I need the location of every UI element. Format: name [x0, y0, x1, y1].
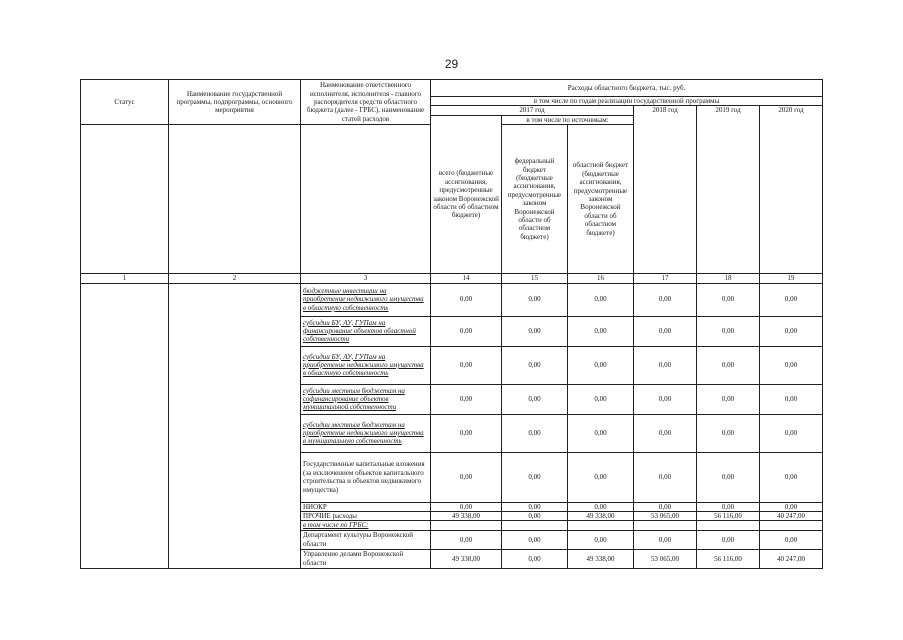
- value-cell: 0,00: [502, 346, 568, 384]
- row-label: субсидии БУ, АУ, ГУПам на финансирование объектов областной собственности: [301, 316, 431, 346]
- value-cell: 0,00: [568, 384, 634, 414]
- header-row-1: [81, 80, 823, 97]
- header-year-2018: 2018 год: [634, 106, 697, 274]
- value-cell: 0,00: [568, 414, 634, 452]
- value-cell: 56 116,00: [697, 549, 760, 568]
- value-cell: 56 116,00: [697, 512, 760, 521]
- column-number: 14: [431, 274, 502, 283]
- column-number: 15: [502, 274, 568, 283]
- value-cell: 0,00: [760, 452, 823, 502]
- header-regional: областной бюджет (бюджетные ассигнования, предусмотренные законом Воронежской области об областном бюджете): [568, 125, 634, 274]
- header-federal: федеральный бюджет (бюджетные ассигнования, предусмотренные законом Воронежской области об областном бюджете): [502, 125, 568, 274]
- value-cell: 0,00: [431, 346, 502, 384]
- value-cell: 0,00: [431, 316, 502, 346]
- value-cell: 0,00: [697, 346, 760, 384]
- column-number: 16: [568, 274, 634, 283]
- status-cell: [81, 283, 169, 568]
- value-cell: 0,00: [634, 530, 697, 549]
- value-cell: 49 338,00: [431, 549, 502, 568]
- value-cell: 0,00: [431, 452, 502, 502]
- column-number: 18: [697, 274, 760, 283]
- column-numbers-row: [81, 274, 823, 283]
- value-cell: 0,00: [760, 502, 823, 511]
- column-number: 3: [301, 274, 431, 283]
- value-cell: 0,00: [697, 384, 760, 414]
- value-cell: 0,00: [502, 549, 568, 568]
- value-cell: [697, 521, 760, 530]
- header-year-2017: 2017 год: [431, 106, 634, 115]
- value-cell: 0,00: [760, 414, 823, 452]
- value-cell: 0,00: [502, 384, 568, 414]
- value-cell: 0,00: [502, 512, 568, 521]
- value-cell: 0,00: [634, 452, 697, 502]
- value-cell: 0,00: [697, 502, 760, 511]
- value-cell: 0,00: [760, 346, 823, 384]
- value-cell: 0,00: [634, 502, 697, 511]
- value-cell: 0,00: [568, 530, 634, 549]
- header-executor-continued: [301, 125, 431, 274]
- value-cell: 0,00: [634, 384, 697, 414]
- column-number: 17: [634, 274, 697, 283]
- value-cell: 0,00: [502, 316, 568, 346]
- header-total: всего (бюджетные ассигнования, предусмотренные законом Воронежской области об областном бюджете): [431, 115, 502, 273]
- value-cell: 0,00: [634, 316, 697, 346]
- row-label: ПРОЧИЕ расходы: [301, 512, 431, 521]
- header-year-2020: 2020 год: [760, 106, 823, 274]
- value-cell: 0,00: [634, 346, 697, 384]
- value-cell: 0,00: [502, 283, 568, 316]
- row-label: субсидии местным бюджетам на софинансирование объектов муниципальной собственности: [301, 384, 431, 414]
- value-cell: 0,00: [697, 414, 760, 452]
- value-cell: 0,00: [431, 502, 502, 511]
- value-cell: 40 247,00: [760, 512, 823, 521]
- budget-table: [80, 79, 823, 569]
- header-executor: Наименование ответственного исполнителя, исполнителя - главного распорядителя средств областного бюджета (далее - ГРБС), наименование статей расходов: [301, 80, 431, 125]
- value-cell: 0,00: [568, 316, 634, 346]
- header-program-name: Наименование государственной программы, подпрограммы, основного мероприятия: [169, 80, 301, 125]
- value-cell: 0,00: [502, 414, 568, 452]
- value-cell: 0,00: [431, 530, 502, 549]
- value-cell: 0,00: [568, 452, 634, 502]
- header-expenses: Расходы областного бюджета, тыс. руб.: [431, 80, 823, 97]
- row-label: Государственные капитальные вложения (за исключением объектов капитального строительства и объектов недвижимого имущества): [301, 452, 431, 502]
- value-cell: 0,00: [760, 530, 823, 549]
- value-cell: 0,00: [697, 316, 760, 346]
- value-cell: 0,00: [760, 316, 823, 346]
- table-row: [81, 283, 823, 316]
- value-cell: 49 338,00: [568, 512, 634, 521]
- value-cell: 0,00: [634, 414, 697, 452]
- row-label: Департамент культуры Воронежской области: [301, 530, 431, 549]
- value-cell: 0,00: [431, 414, 502, 452]
- header-by-sources: в том числе по источникам:: [502, 115, 634, 124]
- row-label: субсидии БУ, АУ, ГУПам на приобретение недвижимого имущества в областную собственность: [301, 346, 431, 384]
- column-number: 2: [169, 274, 301, 283]
- value-cell: 0,00: [697, 530, 760, 549]
- value-cell: 40 247,00: [760, 549, 823, 568]
- value-cell: 0,00: [431, 283, 502, 316]
- value-cell: 0,00: [568, 346, 634, 384]
- value-cell: 0,00: [431, 384, 502, 414]
- value-cell: 49 338,00: [431, 512, 502, 521]
- value-cell: 0,00: [568, 502, 634, 511]
- value-cell: 0,00: [568, 283, 634, 316]
- row-label: в том числе по ГРБС:: [301, 521, 431, 530]
- value-cell: 0,00: [502, 452, 568, 502]
- column-number: 19: [760, 274, 823, 283]
- header-status: Статус: [81, 80, 169, 125]
- value-cell: 0,00: [697, 452, 760, 502]
- row-label: Управление делами Воронежской области: [301, 549, 431, 568]
- value-cell: 0,00: [634, 283, 697, 316]
- value-cell: 0,00: [502, 502, 568, 511]
- value-cell: 0,00: [760, 283, 823, 316]
- value-cell: [760, 521, 823, 530]
- header-by-years: в том числе по годам реализации государственной программы: [431, 97, 823, 106]
- row-label: НИОКР: [301, 502, 431, 511]
- program-cell: [169, 283, 301, 568]
- header-program-continued: [169, 125, 301, 274]
- row-label: субсидии местным бюджетам на приобретение недвижимого имущества в муниципальную собственность: [301, 414, 431, 452]
- value-cell: [431, 521, 502, 530]
- value-cell: [568, 521, 634, 530]
- column-number: 1: [81, 274, 169, 283]
- page-number: 29: [444, 57, 459, 71]
- header-status-continued: [81, 125, 169, 274]
- value-cell: [634, 521, 697, 530]
- value-cell: 53 065,00: [634, 512, 697, 521]
- budget-rows: [81, 283, 823, 568]
- value-cell: 0,00: [697, 283, 760, 316]
- value-cell: 53 065,00: [634, 549, 697, 568]
- value-cell: 0,00: [502, 530, 568, 549]
- header-year-2019: 2019 год: [697, 106, 760, 274]
- value-cell: 49 338,00: [568, 549, 634, 568]
- value-cell: 0,00: [760, 384, 823, 414]
- value-cell: [502, 521, 568, 530]
- row-label: бюджетные инвестиции на приобретение недвижимого имущества в областную собственность: [301, 283, 431, 316]
